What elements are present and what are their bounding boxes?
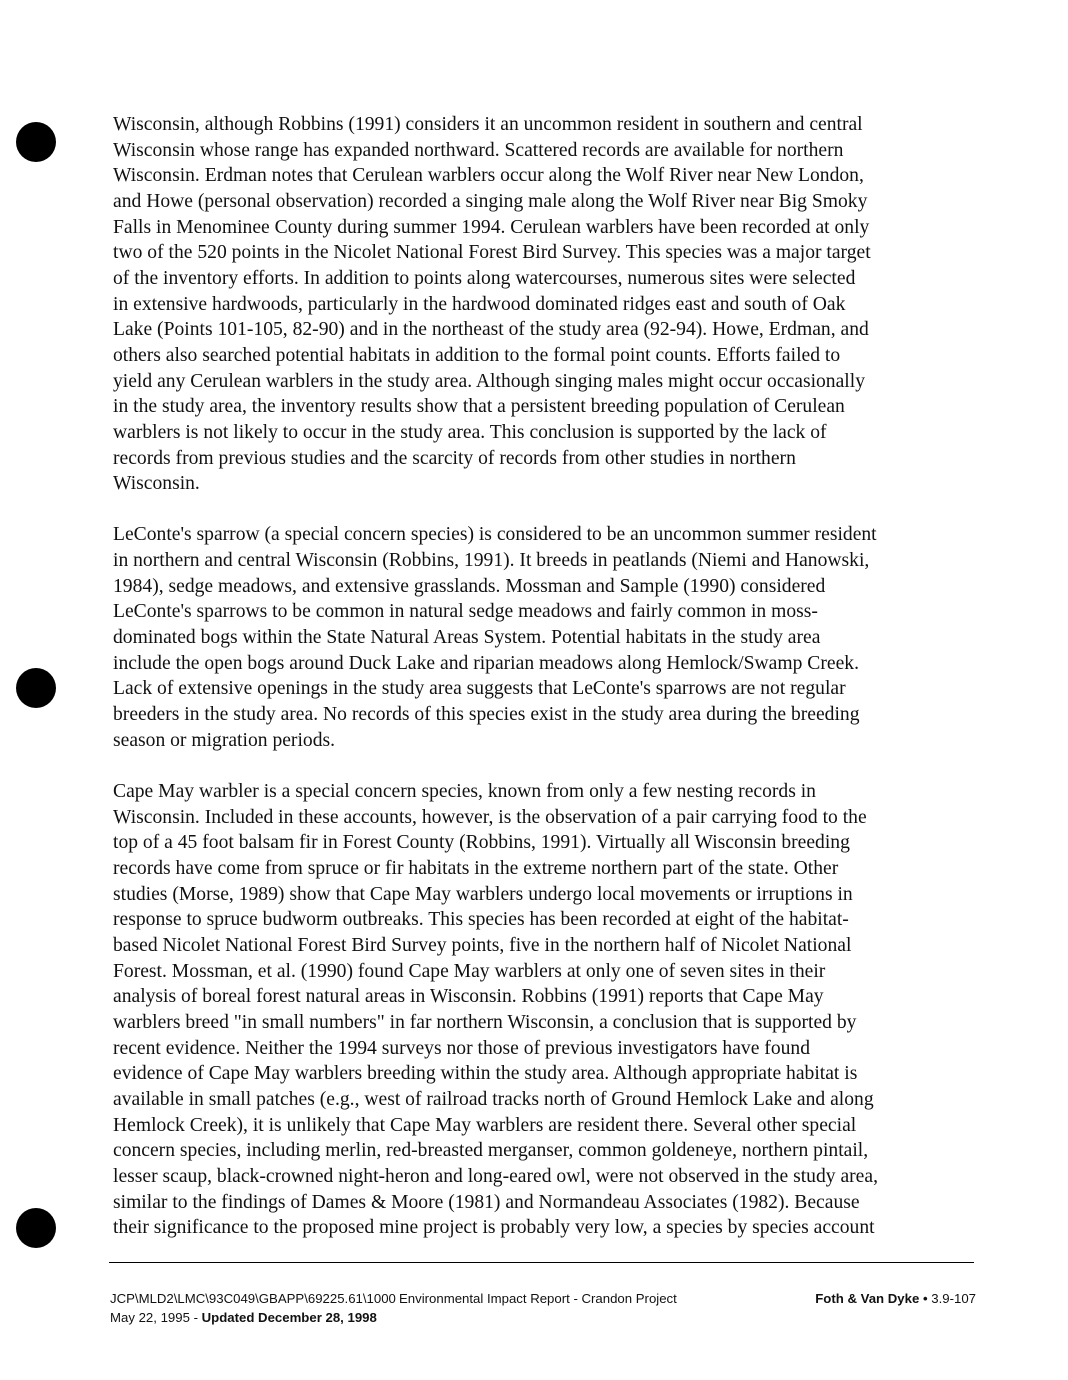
footer-report-title: Environmental Impact Report - Crandon Project (399, 1291, 677, 1306)
footer-page-number: 3.9-107 (931, 1291, 976, 1306)
footer-date (110, 1308, 396, 1327)
footer-company: Foth & Van Dyke (815, 1291, 920, 1306)
footer-right (815, 1289, 976, 1308)
paragraph-cerulean-warbler: Wisconsin, although Robbins (1991) considers it an uncommon resident in southern and central Wisconsin whose range has expanded northward. Scattered records are available for northern Wisconsin. Erdman notes that Cerulean warblers occur along the Wolf River near New London, and Howe (personal observation) recorded a singing male along the Wolf River near Big Smoky Falls in Menominee County during summer 1994. Cerulean warblers have been recorded at only two of the 520 points in the Nicolet National Forest Bird Survey. This species was a major target of the inventory efforts. In addition to points along watercourses, numerous sites were selected in extensive hardwoods, particularly in the hardwood dominated ridges east and south of Oak Lake (Points 101-105, 82-90) and in the northeast of the study area (92-94). Howe, Erdman, and others also searched potential habitats in addition to the formal point counts. Efforts failed to yield any Cerulean warblers in the study area. Although singing males might occur occasionally in the study area, the inventory results show that a persistent breeding population of Cerulean warblers is not likely to occur in the study area. This conclusion is supported by the lack of records from previous studies and the scarcity of records from other studies in northern Wisconsin. (113, 114, 871, 495)
paragraph-leconte-sparrow: LeConte's sparrow (a special concern species) is considered to be an uncommon summer resident in northern and central Wisconsin (Robbins, 1991). It breeds in peatlands (Niemi and Hanowski, 1984), sedge meadows, and extensive grasslands. Mossman and Sample (1990) considered LeConte's sparrows to be common in natural sedge meadows and fairly common in moss- dominated bogs within the State Natural Areas System. Potential habitats in the study area include the open bogs around Duck Lake and riparian meadows along Hemlock/Swamp Creek. Lack of extensive openings in the study area suggests that LeConte's sparrows are not regular breeders in the study area. No records of this species exist in the study area during the breeding season or migration periods. (113, 524, 877, 751)
paragraph-cape-may-warbler: Cape May warbler is a special concern species, known from only a few nesting records in Wisconsin. Included in these accounts, however, is the observation of a pair carrying food to the top of a 45 foot balsam fir in Forest County (Robbins, 1991). Virtually all Wisconsin breeding records have come from spruce or fir habitats in the extreme northern part of the state. Other studies (Morse, 1989) show that Cape May warblers undergo local movements or irruptions in response to spruce budworm outbreaks. This species has been recorded at eight of the habitat- based Nicolet National Forest Bird Survey points, five in the northern half of Nicolet National Forest. Mossman, et al. (1990) found Cape May warblers at only one of seven sites in their analysis of boreal forest natural areas in Wisconsin. Robbins (1991) reports that Cape May warblers breed "in small numbers" in far northern Wisconsin, a conclusion that is supported by recent evidence. Neither the 1994 surveys nor those of previous investigators have found evidence of Cape May warblers breeding within the study area. Although appropriate habitat is available in small patches (e.g., west of railroad tracks north of Ground Hemlock Lake and along Hemlock Creek), it is unlikely that Cape May warblers are resident there. Several other special concern species, including merlin, red-breasted merganser, common goldeneye, northern pintail, lesser scaup, black-crowned night-heron and long-eared owl, were not observed in the study area, similar to the findings of Dames & Moore (1981) and Normandeau Associates (1982). Because their significance to the proposed mine project is probably very low, a species by species account (113, 781, 878, 1239)
footer-date-original: May 22, 1995 - (110, 1310, 202, 1325)
footer-date-updated: Updated December 28, 1998 (201, 1310, 377, 1325)
document-body (113, 112, 953, 1241)
punch-hole (16, 1208, 56, 1248)
footer-file-path: JCP\MLD2\LMC\93C049\GBAPP\69225.61\1000 (110, 1291, 396, 1306)
footer-divider (109, 1262, 974, 1263)
footer-left (110, 1289, 396, 1327)
punch-hole (16, 122, 56, 162)
footer-separator: • (919, 1291, 932, 1306)
punch-hole (16, 668, 56, 708)
